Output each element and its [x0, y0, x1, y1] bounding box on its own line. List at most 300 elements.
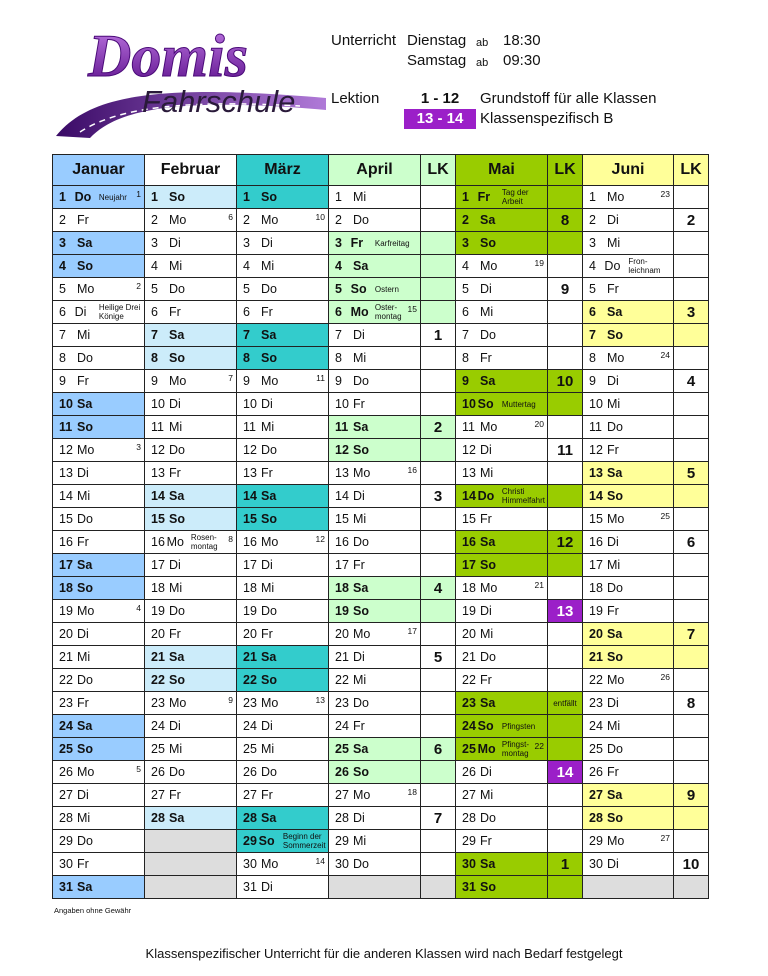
weekday: Do	[169, 765, 185, 779]
lk-cell: 6	[674, 531, 709, 554]
day-number: 21	[462, 650, 476, 664]
day-cell	[583, 554, 674, 577]
lk-cell	[421, 600, 456, 623]
weekday: Mo	[607, 512, 625, 526]
weekday: Do	[169, 282, 185, 296]
table-row	[53, 669, 709, 692]
day-content	[145, 347, 236, 369]
weekday: Fr	[77, 535, 89, 549]
table-row	[53, 347, 709, 370]
day-cell	[145, 876, 237, 899]
day-content	[237, 807, 328, 829]
table-row	[53, 278, 709, 301]
weekday: So	[607, 489, 623, 503]
table-row	[53, 876, 709, 899]
weekday: So	[169, 512, 185, 526]
day-number: 30	[462, 857, 476, 871]
holiday-label: Oster-montag	[374, 303, 402, 321]
day-cell	[456, 784, 548, 807]
day-cell	[329, 600, 421, 623]
day-number: 10	[59, 397, 73, 411]
day-content	[456, 784, 547, 806]
day-content	[237, 623, 328, 645]
day-cell	[145, 416, 237, 439]
week-number: 6	[228, 212, 233, 222]
day-number: 11	[59, 420, 73, 434]
weekday: Mi	[261, 581, 275, 595]
weekday: Do	[477, 489, 495, 503]
weekday: Fr	[477, 190, 491, 204]
day-content	[583, 439, 673, 461]
weekday: Di	[261, 880, 273, 894]
day-cell	[145, 623, 237, 646]
day-content	[456, 370, 547, 392]
day-cell	[145, 278, 237, 301]
lektion-range-basic: 1 - 12	[420, 90, 460, 107]
month-header: Februar	[145, 155, 237, 186]
week-number: 14	[315, 856, 325, 866]
weekday: Di	[607, 213, 619, 227]
weekday: Mi	[169, 581, 183, 595]
day-number: 20	[589, 627, 603, 641]
lk-cell: entfällt	[548, 692, 583, 715]
weekday: Sa	[169, 489, 185, 503]
day-number: 12	[243, 443, 257, 457]
day-number: 19	[335, 604, 349, 618]
day-number: 21	[335, 650, 349, 664]
day-cell	[456, 393, 548, 416]
weekday: Do	[604, 259, 621, 273]
lk-cell	[548, 669, 583, 692]
day-number: 22	[462, 673, 476, 687]
day-number: 30	[589, 857, 603, 871]
schedule-ab: ab	[476, 57, 489, 69]
week-number: 16	[407, 465, 417, 475]
day-cell	[456, 761, 548, 784]
day-number: 17	[243, 558, 257, 572]
weekday: Mi	[353, 673, 367, 687]
day-content	[456, 347, 547, 369]
logo-text-fahrschule: Fahrschule	[142, 84, 296, 119]
lk-cell: 12	[548, 531, 583, 554]
day-cell	[145, 301, 237, 324]
day-number: 21	[243, 650, 257, 664]
day-content	[456, 830, 547, 852]
day-content	[145, 209, 236, 231]
day-number: 12	[151, 443, 165, 457]
day-number: 26	[589, 765, 603, 779]
day-cell	[329, 738, 421, 761]
table-row	[53, 646, 709, 669]
weekday: Di	[480, 282, 492, 296]
day-content	[237, 485, 328, 507]
day-cell	[53, 439, 145, 462]
weekday: Fr	[480, 351, 492, 365]
lk-cell	[421, 508, 456, 531]
day-number: 2	[462, 213, 469, 227]
day-cell	[456, 209, 548, 232]
day-content	[145, 761, 236, 783]
lk-cell	[674, 416, 709, 439]
week-number: 19	[534, 258, 544, 268]
lk-cell: 2	[674, 209, 709, 232]
day-content	[145, 715, 236, 737]
day-cell	[329, 209, 421, 232]
weekday: Di	[77, 788, 89, 802]
day-number: 30	[243, 857, 257, 871]
lk-cell	[674, 761, 709, 784]
weekday: Mo	[261, 213, 279, 227]
lk-cell	[674, 715, 709, 738]
day-content	[145, 600, 236, 622]
day-cell	[329, 278, 421, 301]
day-content	[583, 255, 673, 277]
day-content	[53, 646, 144, 668]
weekday: Fr	[261, 305, 273, 319]
day-cell	[237, 324, 329, 347]
day-content	[329, 577, 420, 599]
day-number: 10	[335, 397, 349, 411]
day-number: 20	[335, 627, 349, 641]
day-content	[237, 186, 328, 208]
day-cell	[456, 462, 548, 485]
day-number: 30	[59, 857, 73, 871]
day-cell	[237, 255, 329, 278]
schedule-time: 09:30	[503, 52, 541, 69]
day-content	[145, 324, 236, 346]
day-number: 21	[59, 650, 73, 664]
day-cell	[145, 370, 237, 393]
day-content	[456, 807, 547, 829]
day-number: 1	[589, 190, 596, 204]
weekday: So	[480, 558, 496, 572]
lk-cell	[548, 623, 583, 646]
lk-cell	[421, 186, 456, 209]
day-number: 4	[243, 259, 250, 273]
day-cell	[456, 830, 548, 853]
day-content	[53, 324, 144, 346]
weekday: Fr	[77, 696, 89, 710]
day-content	[456, 462, 547, 484]
weekday: Di	[169, 236, 181, 250]
day-content	[53, 600, 144, 622]
weekday: Mo	[480, 259, 498, 273]
weekday: Mo	[353, 466, 371, 480]
weekday: Do	[77, 834, 93, 848]
weekday: So	[353, 443, 369, 457]
day-cell	[329, 232, 421, 255]
weekday: Mi	[261, 259, 275, 273]
day-number: 1	[335, 190, 342, 204]
day-content	[53, 623, 144, 645]
day-cell	[583, 416, 674, 439]
weekday: So	[261, 512, 277, 526]
weekday: Fr	[607, 604, 619, 618]
day-number: 5	[589, 282, 596, 296]
weekday: Mi	[77, 489, 91, 503]
day-number: 11	[335, 420, 349, 434]
lektion-label: Lektion	[331, 90, 380, 107]
lk-cell	[421, 347, 456, 370]
day-number: 13	[589, 466, 603, 480]
weekday: Mo	[353, 627, 371, 641]
day-content	[237, 255, 328, 277]
weekday: So	[169, 673, 185, 687]
weekday: So	[169, 351, 185, 365]
day-cell	[53, 715, 145, 738]
weekday: Sa	[480, 535, 496, 549]
day-content	[53, 715, 144, 737]
day-number: 8	[151, 351, 158, 365]
table-row	[53, 623, 709, 646]
lk-cell	[674, 324, 709, 347]
day-number: 16	[243, 535, 257, 549]
day-cell	[456, 600, 548, 623]
day-content	[583, 347, 673, 369]
weekday: Fr	[169, 305, 181, 319]
day-cell	[329, 347, 421, 370]
week-number: 24	[660, 350, 670, 360]
day-number: 5	[59, 282, 66, 296]
day-number: 31	[462, 880, 476, 894]
day-number: 10	[151, 397, 165, 411]
day-content	[237, 554, 328, 576]
day-number: 10	[462, 397, 476, 411]
day-cell	[53, 623, 145, 646]
day-cell	[456, 577, 548, 600]
day-number: 13	[335, 466, 349, 480]
day-content	[145, 508, 236, 530]
day-cell	[145, 715, 237, 738]
day-content	[329, 416, 420, 438]
day-number: 6	[462, 305, 469, 319]
day-number: 2	[335, 213, 342, 227]
day-content	[237, 301, 328, 323]
day-number: 15	[589, 512, 603, 526]
lk-cell: 7	[421, 807, 456, 830]
day-content	[583, 600, 673, 622]
day-number: 26	[151, 765, 165, 779]
day-number: 25	[589, 742, 603, 756]
table-row	[53, 807, 709, 830]
week-number: 1	[136, 189, 141, 199]
holiday-label: Ostern	[374, 284, 399, 294]
weekday: Sa	[261, 328, 277, 342]
logo-text-domis: Domis	[88, 23, 249, 89]
weekday: Fr	[480, 834, 492, 848]
day-content	[329, 715, 420, 737]
table-row	[53, 370, 709, 393]
weekday: Do	[169, 443, 185, 457]
weekday: Mi	[353, 512, 367, 526]
weekday: Mi	[169, 742, 183, 756]
weekday: Do	[353, 213, 369, 227]
day-number: 27	[59, 788, 73, 802]
weekday: Di	[480, 765, 492, 779]
weekday: Mo	[169, 213, 187, 227]
day-cell	[456, 255, 548, 278]
lk-cell	[421, 715, 456, 738]
day-cell	[329, 416, 421, 439]
day-number: 19	[462, 604, 476, 618]
day-number: 16	[151, 535, 165, 549]
lk-cell	[548, 830, 583, 853]
day-cell	[456, 853, 548, 876]
day-cell	[53, 784, 145, 807]
day-number: 12	[335, 443, 349, 457]
day-cell	[237, 623, 329, 646]
weekday: Mi	[353, 351, 367, 365]
day-number: 25	[151, 742, 165, 756]
day-cell	[237, 876, 329, 899]
weekday: So	[261, 351, 277, 365]
day-content	[237, 347, 328, 369]
lk-header: LK	[674, 155, 709, 186]
day-number: 28	[243, 811, 257, 825]
day-number: 29	[335, 834, 349, 848]
weekday: Mi	[169, 420, 183, 434]
weekday: Mi	[607, 236, 621, 250]
day-content	[53, 209, 144, 231]
lk-cell	[548, 232, 583, 255]
day-cell	[583, 830, 674, 853]
lk-cell	[421, 623, 456, 646]
day-cell	[329, 623, 421, 646]
day-content	[456, 715, 547, 737]
lk-cell: 9	[548, 278, 583, 301]
day-content	[583, 577, 673, 599]
weekday: So	[607, 811, 623, 825]
day-cell	[145, 761, 237, 784]
day-cell	[583, 347, 674, 370]
week-number: 13	[315, 695, 325, 705]
day-number: 12	[462, 443, 476, 457]
day-content	[583, 393, 673, 415]
day-number: 14	[151, 489, 165, 503]
table-row	[53, 853, 709, 876]
day-number: 25	[59, 742, 73, 756]
lektion-text: Klassenspezifisch B	[480, 110, 614, 127]
weekday: So	[77, 581, 93, 595]
day-content	[237, 646, 328, 668]
weekday: So	[607, 650, 623, 664]
day-number: 9	[151, 374, 158, 388]
weekday: Sa	[607, 627, 623, 641]
day-number: 31	[243, 880, 257, 894]
day-cell	[583, 761, 674, 784]
day-number: 8	[589, 351, 596, 365]
day-cell	[456, 876, 548, 899]
day-cell	[583, 393, 674, 416]
month-header: April	[329, 155, 421, 186]
day-number: 14	[243, 489, 257, 503]
lk-cell: 4	[674, 370, 709, 393]
day-number: 19	[59, 604, 73, 618]
lk-cell	[421, 830, 456, 853]
lk-cell: 8	[674, 692, 709, 715]
day-cell	[53, 393, 145, 416]
lk-cell: 10	[674, 853, 709, 876]
day-content	[53, 485, 144, 507]
day-content	[145, 646, 236, 668]
weekday: Mi	[353, 190, 367, 204]
lk-cell	[421, 278, 456, 301]
day-number: 13	[243, 466, 257, 480]
lk-cell	[548, 186, 583, 209]
day-cell	[456, 301, 548, 324]
day-cell	[145, 531, 237, 554]
weekday: Fr	[353, 397, 365, 411]
day-number: 29	[589, 834, 603, 848]
day-number: 7	[243, 328, 250, 342]
day-content	[237, 209, 328, 231]
lk-cell	[674, 186, 709, 209]
day-content	[329, 554, 420, 576]
day-cell	[456, 738, 548, 761]
day-number: 8	[243, 351, 250, 365]
weekday: So	[350, 282, 367, 296]
weekday: Di	[480, 604, 492, 618]
day-number: 15	[462, 512, 476, 526]
day-cell	[456, 347, 548, 370]
weekday: Do	[353, 857, 369, 871]
day-number: 3	[243, 236, 250, 250]
week-number: 4	[136, 603, 141, 613]
day-number: 15	[243, 512, 257, 526]
weekday: Fr	[480, 673, 492, 687]
day-content	[583, 554, 673, 576]
month-header: Juni	[583, 155, 674, 186]
day-number: 30	[335, 857, 349, 871]
weekday: Fr	[353, 558, 365, 572]
weekday: Do	[261, 765, 277, 779]
day-cell	[583, 186, 674, 209]
day-number: 22	[335, 673, 349, 687]
day-content	[329, 531, 420, 553]
lk-cell	[674, 439, 709, 462]
day-number: 1	[462, 190, 469, 204]
day-content	[456, 554, 547, 576]
day-content	[53, 692, 144, 714]
day-cell	[53, 692, 145, 715]
day-content	[53, 439, 144, 461]
weekday: Do	[261, 282, 277, 296]
table-row	[53, 715, 709, 738]
weekday: Di	[169, 719, 181, 733]
day-content	[456, 600, 547, 622]
day-content	[583, 209, 673, 231]
day-cell	[329, 301, 421, 324]
day-number: 21	[151, 650, 165, 664]
lk-cell	[421, 393, 456, 416]
day-cell	[329, 186, 421, 209]
day-cell	[145, 324, 237, 347]
weekday: Mi	[480, 788, 494, 802]
day-content	[237, 876, 328, 898]
week-number: 5	[136, 764, 141, 774]
month-header: März	[237, 155, 329, 186]
day-content	[456, 692, 547, 714]
day-cell	[237, 554, 329, 577]
day-number: 29	[243, 834, 257, 848]
lk-cell: 3	[674, 301, 709, 324]
day-content	[583, 853, 673, 875]
day-content	[329, 600, 420, 622]
day-content	[237, 600, 328, 622]
day-content	[329, 393, 420, 415]
schedule-day: Samstag	[407, 52, 467, 69]
weekday: Mi	[77, 811, 91, 825]
